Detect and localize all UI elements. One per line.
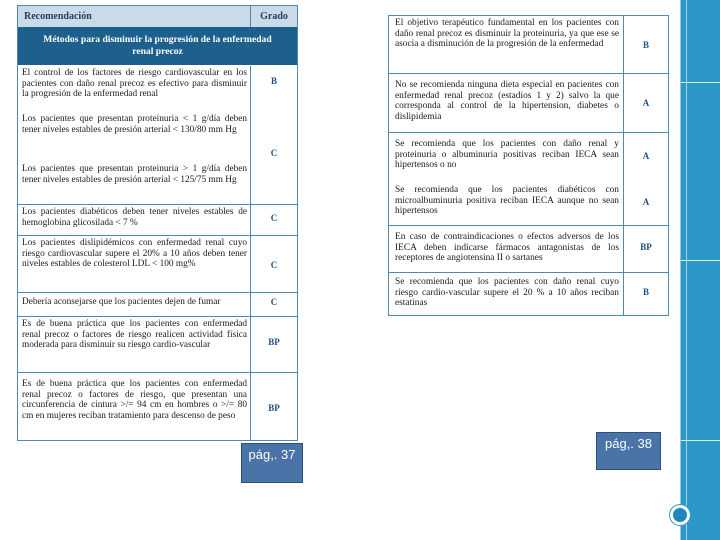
- recommendation-text: Debería aconsejarse que los pacientes dejen de fumar: [22, 297, 221, 307]
- table-row: [18, 66, 297, 112]
- recommendations-table-left: [17, 5, 298, 441]
- grade-value: [250, 162, 297, 204]
- grade-value: C: [250, 236, 297, 292]
- grade-value: C: [250, 112, 297, 162]
- table-row: [18, 205, 297, 235]
- recommendations-table-right: [388, 15, 669, 316]
- header-grade: Grado: [250, 6, 297, 27]
- table-row: [389, 16, 668, 73]
- header-recommendation: Recomendación: [24, 11, 92, 22]
- table-row: [389, 226, 668, 272]
- table-row: [389, 183, 668, 225]
- decor-line: [686, 0, 687, 540]
- recommendation-text: Los pacientes dislipidémicos con enfermedad renal cuyo riesgo cardiovascular supere el 20% a 10 años deben tener niveles estables de colesterol LDL < 100 mg%: [22, 238, 247, 269]
- table-row: [389, 273, 668, 315]
- recommendation-text: Es de buena práctica que los pacientes con enfermedad renal precoz o factores de riesgo, que presentan una circunferencia de cintura >/= 94 cm en hombres o >/= 80 cm en mujeres reciban tratamiento para descenso de peso: [22, 379, 247, 421]
- table-row: [18, 112, 297, 162]
- recommendation-text: Es de buena práctica que los pacientes con enfermedad renal precoz o factores de riesgo realicen actividad física moderada para disminuir su riesgo cardio-vascular: [22, 319, 247, 350]
- decor-divider: [681, 260, 720, 261]
- page-label-38: pág,. 38: [596, 432, 661, 470]
- table-row: [18, 236, 297, 292]
- grade-value: BP: [623, 226, 668, 272]
- grade-value: A: [623, 183, 668, 225]
- table-row: [389, 133, 668, 183]
- grade-value: C: [250, 293, 297, 316]
- recommendation-text: Los pacientes que presentan proteinuria < 1 g/día deben tener niveles estables de presión arterial < 130/80 mm Hg: [22, 114, 247, 135]
- recommendation-text: En caso de contraindicaciones o efectos adversos de los IECA deben indicarse fármacos antagonistas de los receptores de angiotensina II o sartanes: [395, 232, 619, 264]
- recommendation-text: Se recomienda que los pacientes con daño renal y proteinuria o albuminuria positivas reciban IECA sean hipertensos o no: [395, 139, 619, 171]
- decor-divider: [681, 440, 720, 441]
- recommendation-text: Los pacientes que presentan proteinuria > 1 g/día deben tener niveles estables de presión arterial < 125/75 mm Hg: [22, 164, 247, 185]
- table-row: [18, 373, 297, 440]
- grade-value: B: [623, 16, 668, 73]
- table-row: [18, 293, 297, 316]
- recommendation-text: El objetivo terapéutico fundamental en los pacientes con daño renal precoz es disminuir la proteinuria, ya que ese se asocia a disminución de la progresión de la enfermedad: [395, 18, 619, 50]
- grade-value: A: [623, 133, 668, 183]
- table-header: [18, 6, 297, 27]
- grade-value: B: [250, 66, 297, 112]
- decor-divider: [681, 82, 720, 83]
- recommendation-text: El control de los factores de riesgo cardiovascular en los pacientes con daño renal precoz es efectivo para disminuir la progresión de la enfermedad renal: [22, 68, 247, 99]
- recommendation-text: No se recomienda ninguna dieta especial en pacientes con enfermedad renal precoz (estadios 1 y 2) salvo la que corresponda al control de la hipertension, diabetes o dislipidemia: [395, 80, 619, 122]
- grade-value: C: [250, 205, 297, 235]
- recommendation-text: Se recomienda que los pacientes con daño renal cuyo riesgo cardio-vascular supere el 20 % a 10 años reciban estatinas: [395, 277, 619, 309]
- table-subheader: Métodos para disminuir la progresión de la enfermedad renal precoz: [18, 27, 297, 65]
- table-row: [18, 317, 297, 372]
- grade-value: B: [623, 273, 668, 315]
- recommendation-text: Los pacientes diabéticos deben tener niveles estables de hemoglobina glicosilada < 7 %: [22, 207, 247, 228]
- decor-circle-icon: [670, 505, 690, 525]
- grade-value: A: [623, 74, 668, 132]
- grade-value: BP: [250, 317, 297, 372]
- recommendation-text: Se recomienda que los pacientes diabéticos con microalbuminuria positiva reciban IECA aunque no sean hipertensos: [395, 185, 619, 217]
- grade-value: BP: [250, 373, 297, 440]
- table-row: [18, 162, 297, 204]
- table-row: [389, 74, 668, 132]
- page-label-37: pág,. 37: [241, 443, 303, 483]
